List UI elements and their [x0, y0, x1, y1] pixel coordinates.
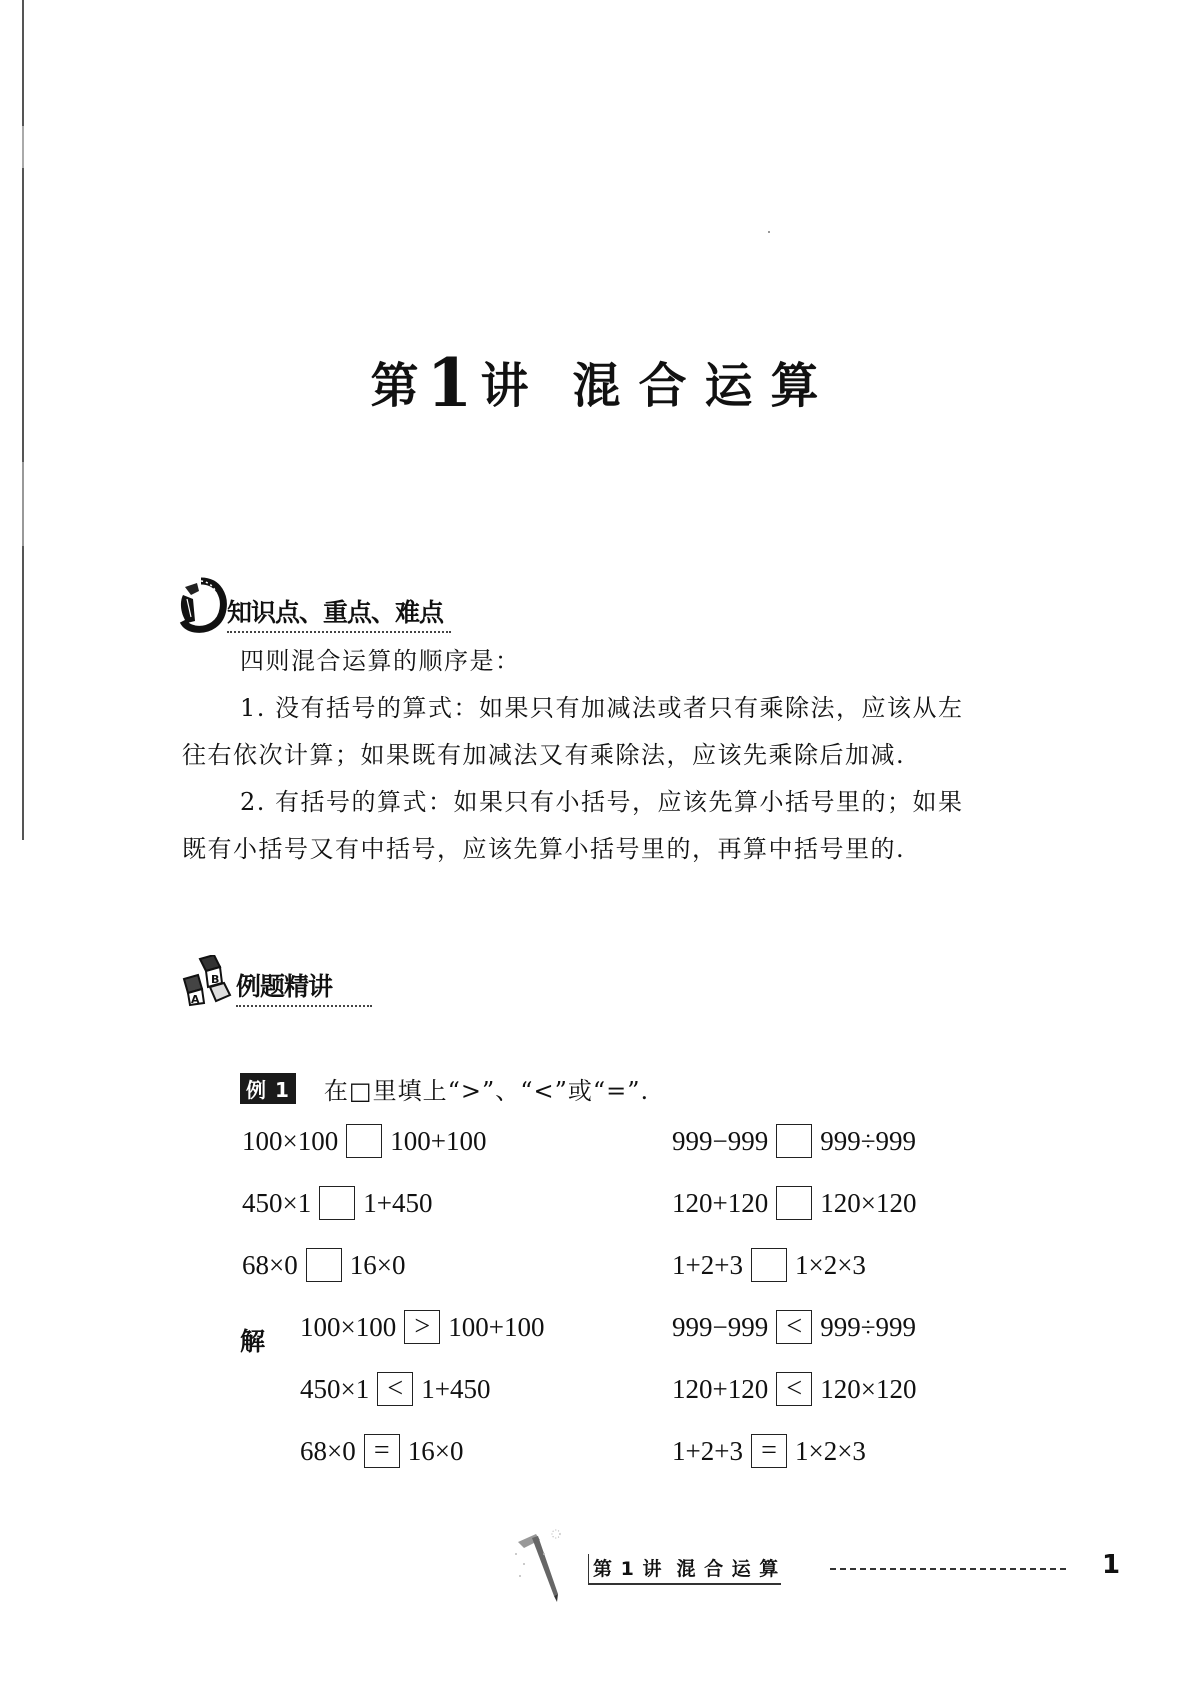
problem-row [672, 1248, 866, 1282]
solution-row [300, 1372, 490, 1406]
rule-1-line-1: 1. 没有括号的算式：如果只有加减法或者只有乘除法，应该从左 [240, 694, 964, 722]
knowledge-heading: 知识点、重点、难点 [227, 593, 451, 633]
expr-left: 999−999 [672, 1125, 769, 1156]
expr-left: 120+120 [672, 1187, 769, 1218]
expr-right: 1+450 [421, 1373, 491, 1404]
problem-row [672, 1124, 916, 1158]
footer-chapter-topic: 混 合 运 算 [676, 1558, 780, 1580]
expr-right: 16×0 [407, 1435, 464, 1466]
page-number: 1 [1102, 1550, 1121, 1580]
svg-text:B: B [211, 973, 220, 986]
expr-left: 999−999 [672, 1311, 769, 1342]
expr-left: 100×100 [300, 1311, 397, 1342]
svg-text:A: A [191, 993, 200, 1006]
expr-left: 68×0 [300, 1435, 356, 1466]
solution-label: 解 [240, 1327, 266, 1356]
page-title [0, 340, 1191, 422]
answer-box[interactable] [751, 1248, 787, 1282]
expr-right: 100+100 [448, 1311, 545, 1342]
expr-left: 100×100 [242, 1125, 339, 1156]
knowledge-section-header [175, 577, 451, 633]
footer-chapter-title [588, 1554, 781, 1585]
answer-box[interactable] [319, 1186, 355, 1220]
solution-row [672, 1372, 916, 1406]
problem-row [242, 1186, 432, 1220]
rule-2-line-2: 既有小括号又有中括号，应该先算小括号里的，再算中括号里的. [182, 835, 906, 863]
example-badge: 例 1 [240, 1073, 296, 1104]
rule-1-line-2: 往右依次计算；如果既有加减法又有乘除法，应该先乘除后加减. [182, 741, 906, 769]
abc-blocks-icon [180, 955, 236, 1007]
solution-row [672, 1310, 916, 1344]
expr-right: 999÷999 [820, 1125, 917, 1156]
answer-box-filled: = [751, 1434, 787, 1468]
rule-2-line-1: 2. 有括号的算式：如果只有小括号，应该先算小括号里的；如果 [240, 788, 964, 816]
title-topic-char: 合 [638, 358, 689, 414]
expr-left: 450×1 [300, 1373, 370, 1404]
answer-box-filled: = [364, 1434, 400, 1468]
examples-heading: 例题精讲 [236, 967, 372, 1007]
answer-box[interactable] [776, 1124, 812, 1158]
dragon-icon [175, 577, 227, 633]
answer-box[interactable] [776, 1186, 812, 1220]
expr-left: 120+120 [672, 1373, 769, 1404]
expr-right: 1+450 [363, 1187, 433, 1218]
examples-section-header [180, 955, 372, 1007]
title-suffix: 讲 [480, 358, 531, 414]
answer-box-filled: < [377, 1372, 413, 1406]
answer-box-filled: < [776, 1310, 812, 1344]
problem-row [242, 1248, 405, 1282]
page-footer [520, 1530, 1120, 1610]
solution-row [300, 1310, 544, 1344]
answer-box-filled: > [404, 1310, 440, 1344]
title-topic-char: 混 [572, 358, 623, 414]
expr-right: 120×120 [820, 1187, 917, 1218]
expr-right: 1×2×3 [794, 1435, 866, 1466]
binding-line [22, 0, 24, 840]
answer-box[interactable] [346, 1124, 382, 1158]
pencil-icon [510, 1524, 580, 1604]
expr-right: 120×120 [820, 1373, 917, 1404]
answer-box-filled: < [776, 1372, 812, 1406]
expr-left: 1+2+3 [672, 1249, 743, 1280]
title-topic-char: 算 [770, 358, 821, 414]
answer-box[interactable] [306, 1248, 342, 1282]
knowledge-body [182, 638, 1042, 873]
expr-right: 1×2×3 [794, 1249, 866, 1280]
footer-chapter-prefix: 第 1 讲 [593, 1558, 663, 1580]
solution-row [672, 1434, 866, 1468]
expr-right: 999÷999 [820, 1311, 917, 1342]
solution-row [300, 1434, 463, 1468]
title-prefix: 第 [370, 358, 421, 414]
problem-row [672, 1186, 916, 1220]
expr-right: 16×0 [349, 1249, 406, 1280]
expr-right: 100+100 [390, 1125, 487, 1156]
footer-dashed-leader [830, 1568, 1066, 1570]
problem-row [242, 1124, 486, 1158]
expr-left: 68×0 [242, 1249, 298, 1280]
expr-left: 1+2+3 [672, 1435, 743, 1466]
title-number: 1 [426, 344, 475, 422]
knowledge-intro: 四则混合运算的顺序是： [240, 647, 521, 675]
title-topic-char: 运 [704, 358, 755, 414]
example-1-prompt [240, 1071, 649, 1106]
example-question: 在□里填上“>”、“<”或“=”. [323, 1077, 650, 1105]
expr-left: 450×1 [242, 1187, 312, 1218]
scan-speck [768, 231, 770, 233]
